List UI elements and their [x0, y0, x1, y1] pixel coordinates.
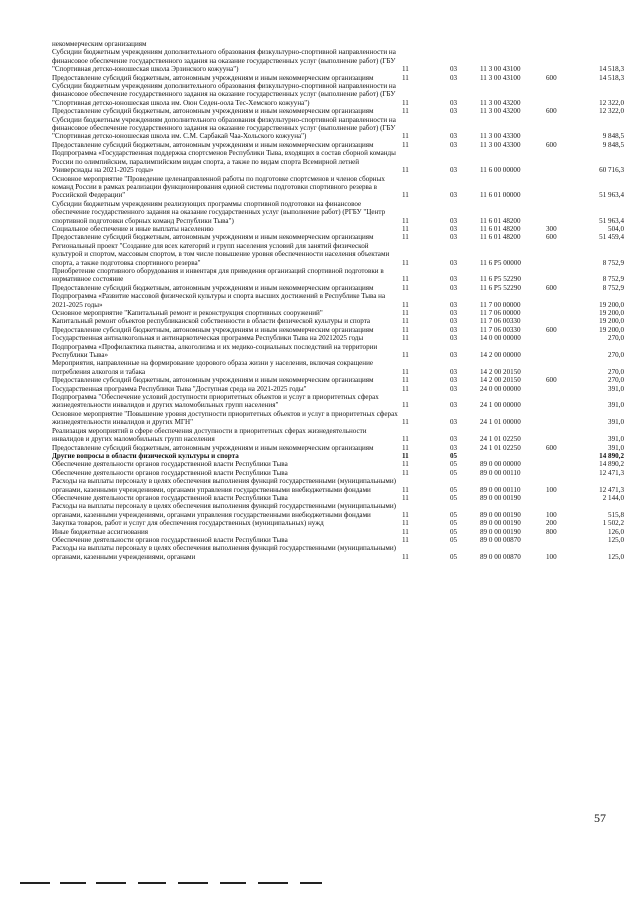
row-subsection-code: 05 [450, 552, 458, 561]
row-subsection-code: 03 [450, 300, 458, 309]
row-target-article: 11 6 P5 52290 [480, 275, 521, 284]
row-amount: 391,0 [608, 384, 624, 393]
row-section-code: 11 [402, 283, 409, 292]
table-row [52, 40, 624, 48]
row-section-code: 11 [402, 317, 409, 326]
row-section-code: 11 [402, 166, 409, 175]
row-description: Основное мероприятие "Повышение уровня доступности приоритетных объектов и услуг в приоритетных сферах жизнедеятельности инвалидов и других МГН" [52, 409, 398, 427]
row-description: Обеспечение деятельности органов государственной власти Республики Тыва [52, 493, 288, 502]
table-row [52, 502, 624, 519]
row-description: Другие вопросы в области физической культуры и спорта [52, 451, 239, 460]
row-amount: 504,0 [608, 224, 624, 233]
row-section-code: 11 [402, 300, 409, 309]
row-subsection-code: 03 [450, 443, 458, 452]
row-subsection-code: 03 [450, 107, 458, 116]
row-description: Государственная программа Республики Тыва "Доступная среда на 2021-2025 годы" [52, 384, 307, 393]
row-target-article: 24 1 01 02250 [480, 435, 521, 444]
row-subsection-code: 05 [450, 527, 458, 536]
row-subsection-code: 03 [450, 233, 458, 242]
row-description: Основное мероприятие "Проведение целенаправленной работы по подготовке спортсменов и членов сборных команд России в рамках реализации функционирования единой системы подготовки спортивного резерва в Российской Федерации" [52, 174, 385, 200]
row-section-code: 11 [402, 334, 409, 343]
table-row [52, 292, 624, 309]
row-amount: 14 890,2 [599, 460, 624, 469]
row-section-code: 11 [402, 132, 409, 141]
row-subsection-code: 03 [450, 283, 458, 292]
row-description: Подпрограмма «Государственная поддержка спортсменов Республики Тыва, входящих в состав сборной команды России по олимпийским, паралимпийским видам спорта, а также по видам спорта Всемирной летней Универсиады на 2021-2025 годы» [52, 149, 396, 175]
row-description: Предоставление субсидий бюджетным, автономным учреждениям и иным некоммерческим организациям [52, 443, 374, 452]
row-subsection-code: 03 [450, 98, 458, 107]
table-row [52, 460, 624, 468]
row-expense-type: 600 [546, 443, 557, 452]
row-target-article: 11 3 00 43300 [480, 140, 521, 149]
row-target-article: 89 0 00 00000 [480, 460, 521, 469]
row-amount: 14 518,3 [599, 73, 624, 82]
row-amount: 391,0 [608, 418, 624, 427]
row-description: Приобретение спортивного оборудования и инвентаря для приведения организаций спортивной подготовки в нормативное состояние [52, 266, 384, 284]
row-target-article: 89 0 00 00190 [480, 493, 521, 502]
row-target-article: 24 1 00 00000 [480, 401, 521, 410]
row-section-code: 11 [402, 527, 409, 536]
table-row [52, 284, 624, 292]
table-row [52, 141, 624, 149]
row-target-article: 89 0 00 00110 [480, 485, 521, 494]
table-row [52, 528, 624, 536]
row-amount: 125,0 [608, 535, 624, 544]
table-row [52, 477, 624, 494]
row-target-article: 11 7 06 00000 [480, 309, 521, 317]
row-amount: 12 322,0 [599, 98, 624, 107]
budget-table [52, 40, 624, 561]
table-row [52, 427, 624, 444]
row-amount: 60 716,3 [599, 166, 624, 175]
row-description: Предоставление субсидий бюджетным, автономным учреждениям и иным некоммерческим организациям [52, 325, 374, 334]
row-amount: 515,8 [608, 510, 624, 519]
row-section-code: 11 [402, 401, 409, 410]
row-description: Предоставление субсидий бюджетным, автономным учреждениям и иным некоммерческим организациям [52, 73, 374, 82]
row-section-code: 11 [402, 309, 409, 317]
row-description: Подпрограмма «Развитие массовой физической культуры и спорта высших достижений в Республике Тыва на 2021-2025 годы» [52, 292, 386, 309]
row-subsection-code: 03 [450, 376, 458, 385]
row-amount: 12 471,3 [599, 485, 624, 494]
row-amount: 8 752,9 [602, 275, 624, 284]
table-row [52, 359, 624, 376]
row-section-code: 11 [402, 535, 409, 544]
row-subsection-code: 05 [450, 510, 458, 519]
row-target-article: 89 0 00 00870 [480, 535, 521, 544]
row-amount: 270,0 [608, 376, 624, 385]
row-description: Субсидии бюджетным учреждениям дополнительного образования физкультурно-спортивной направленности на финансовое обеспечение государственного задания на оказание государственных услуг (выполнение работ) (ГБУ "Спортивная детско-юношеская школа им. С.М. Сарбакай Чаа-Хольского кожууна") [52, 115, 396, 141]
row-target-article: 14 2 00 20150 [480, 367, 521, 376]
row-target-article: 11 6 00 00000 [480, 166, 521, 175]
row-subsection-code: 03 [450, 401, 458, 410]
row-target-article: 11 6 P5 52290 [480, 283, 521, 292]
row-section-code: 11 [402, 258, 409, 267]
row-target-article: 11 3 00 43100 [480, 73, 521, 82]
table-row [52, 452, 624, 460]
row-subsection-code: 05 [450, 519, 458, 528]
table-row [52, 444, 624, 452]
row-amount: 19 200,0 [599, 300, 624, 309]
table-row [52, 385, 624, 393]
row-section-code: 11 [402, 107, 409, 116]
row-amount: 391,0 [608, 435, 624, 444]
row-expense-type: 600 [546, 140, 557, 149]
table-row [52, 393, 624, 410]
table-row [52, 225, 624, 233]
row-subsection-code: 03 [450, 140, 458, 149]
row-subsection-code: 03 [450, 258, 458, 267]
row-description: Капитальный ремонт объектов республиканской собственности в области физической культуры и спорта [52, 317, 371, 326]
row-target-article: 89 0 00 00190 [480, 510, 521, 519]
table-row [52, 343, 624, 360]
row-expense-type: 200 [546, 519, 557, 528]
row-target-article: 11 3 00 43200 [480, 107, 521, 116]
row-description: Подпрограмма "Обеспечение условий доступности приоритетных объектов и услуг в приоритетных сферах жизнедеятельности инвалидов и других маломобильных групп населения" [52, 393, 379, 410]
row-amount: 391,0 [608, 401, 624, 410]
row-amount: 14 890,2 [599, 451, 624, 460]
row-section-code: 11 [402, 418, 409, 427]
table-row [52, 233, 624, 241]
row-description: Предоставление субсидий бюджетным, автономным учреждениям и иным некоммерческим организациям [52, 283, 374, 292]
row-subsection-code: 03 [450, 132, 458, 141]
row-amount: 126,0 [608, 527, 624, 536]
row-target-article: 14 2 00 20150 [480, 376, 521, 385]
row-target-article: 14 2 00 00000 [480, 351, 521, 360]
row-section-code: 11 [402, 216, 409, 225]
row-description: Расходы на выплаты персоналу в целях обеспечения выполнения функций государственными (муниципальными) органами, казенными учреждениями, органами [52, 544, 397, 561]
row-amount: 270,0 [608, 334, 624, 343]
table-row [52, 48, 624, 73]
row-subsection-code: 05 [450, 468, 458, 477]
row-description: Реализация мероприятий в сфере обеспечения доступности в приоритетных сферах жизнедеятельности инвалидов и других маломобильных групп населения [52, 426, 367, 444]
row-subsection-code: 05 [450, 460, 458, 469]
row-amount: 2 144,0 [602, 493, 624, 502]
row-section-code: 11 [402, 468, 409, 477]
row-amount: 8 752,9 [602, 283, 624, 292]
row-subsection-code: 03 [450, 309, 458, 317]
row-subsection-code: 03 [450, 351, 458, 360]
row-description: Обеспечение деятельности органов государственной власти Республики Тыва [52, 535, 288, 544]
row-section-code: 11 [402, 451, 409, 460]
row-section-code: 11 [402, 376, 409, 385]
row-expense-type: 100 [546, 510, 557, 519]
row-description: Обеспечение деятельности органов государственной власти Республики Тыва [52, 460, 288, 469]
table-row [52, 519, 624, 527]
row-description: Расходы на выплаты персоналу в целях обеспечения выполнения функций государственными (муниципальными) органами, казенными учреждениями, органами управления государственными внебюджетными фондами [52, 477, 397, 494]
row-subsection-code: 05 [450, 535, 458, 544]
row-target-article: 89 0 00 00870 [480, 552, 521, 561]
row-target-article: 24 0 00 00000 [480, 384, 521, 393]
row-amount: 9 848,5 [602, 140, 624, 149]
row-section-code: 11 [402, 233, 409, 242]
row-target-article: 11 3 00 43200 [480, 98, 521, 107]
row-target-article: 89 0 00 00110 [480, 468, 521, 477]
row-section-code: 11 [402, 443, 409, 452]
table-row [52, 175, 624, 200]
row-description: Предоставление субсидий бюджетным, автономным учреждениям и иным некоммерческим организациям [52, 376, 374, 385]
row-target-article: 11 3 00 43100 [480, 65, 521, 74]
row-amount: 9 848,5 [602, 132, 624, 141]
row-subsection-code: 03 [450, 166, 458, 175]
row-expense-type: 600 [546, 283, 557, 292]
row-target-article: 11 6 P5 00000 [480, 258, 521, 267]
row-subsection-code: 03 [450, 73, 458, 82]
row-subsection-code: 03 [450, 367, 458, 376]
row-section-code: 11 [402, 191, 409, 200]
row-section-code: 11 [402, 140, 409, 149]
row-section-code: 11 [402, 224, 409, 233]
row-target-article: 89 0 00 00190 [480, 519, 521, 528]
row-amount: 270,0 [608, 367, 624, 376]
row-expense-type: 600 [546, 73, 557, 82]
row-expense-type: 600 [546, 325, 557, 334]
row-amount: 19 200,0 [599, 309, 624, 317]
row-target-article: 11 6 01 00000 [480, 191, 521, 200]
row-amount: 51 459,4 [599, 233, 624, 242]
row-amount: 12 322,0 [599, 107, 624, 116]
row-section-code: 11 [402, 275, 409, 284]
row-target-article: 11 3 00 43300 [480, 132, 521, 141]
row-target-article: 11 6 01 48200 [480, 216, 521, 225]
table-row [52, 82, 624, 107]
row-section-code: 11 [402, 73, 409, 82]
row-amount: 19 200,0 [599, 317, 624, 326]
row-description: Субсидии бюджетным учреждениям дополнительного образования физкультурно-спортивной направленности на финансовое обеспечение государственного задания на оказание государственных услуг (выполнение работ) (ГБУ "Спортивная детско-юношеская школа Эрзинского кожууна") [52, 48, 396, 74]
table-row [52, 107, 624, 115]
row-section-code: 11 [402, 435, 409, 444]
row-expense-type: 300 [546, 224, 557, 233]
row-amount: 391,0 [608, 443, 624, 452]
row-amount: 19 200,0 [599, 325, 624, 334]
row-description: Региональный проект "Создание для всех категорий и групп населения условий для занятий физической культурой и спортом, массовым спортом, в том числе повышение уровня обеспеченности населения объектами спорта, а также подготовка спортивного резерва" [52, 241, 390, 267]
row-amount: 12 471,3 [599, 468, 624, 477]
row-subsection-code: 03 [450, 334, 458, 343]
row-subsection-code: 03 [450, 65, 458, 74]
row-description: Иные бюджетные ассигнования [52, 527, 149, 536]
row-description: Предоставление субсидий бюджетным, автономным учреждениям и иным некоммерческим организациям [52, 140, 374, 149]
row-description: Субсидии бюджетным учреждениям дополнительного образования физкультурно-спортивной направленности на финансовое обеспечение государственного задания на оказание государственных услуг (выполнение работ) (ГБУ "Спортивная детско-юношеская школа им. Оюн Седен-оола Тес-Хемского кожууна") [52, 82, 396, 107]
row-description: Подпрограмма «Профилактика пьянства, алкоголизма и их медико-социальных последствий на территории Республики Тыва» [52, 342, 378, 360]
row-subsection-code: 03 [450, 384, 458, 393]
row-target-article: 11 6 01 48200 [480, 224, 521, 233]
table-row [52, 267, 624, 284]
row-amount: 51 963,4 [599, 216, 624, 225]
row-description: Расходы на выплаты персоналу в целях обеспечения выполнения функций государственными (муниципальными) органами, казенными учреждениями, органами управления государственными внебюджетными фондами [52, 502, 397, 519]
row-expense-type: 600 [546, 107, 557, 116]
row-section-code: 11 [402, 351, 409, 360]
row-description: Обеспечение деятельности органов государственной власти Республики Тыва [52, 468, 288, 477]
row-subsection-code: 03 [450, 435, 458, 444]
row-expense-type: 600 [546, 376, 557, 385]
row-subsection-code: 03 [450, 325, 458, 334]
row-target-article: 11 7 06 00330 [480, 317, 521, 326]
row-subsection-code: 03 [450, 275, 458, 284]
row-description: Социальное обеспечение и иные выплаты населению [52, 224, 214, 233]
row-target-article: 89 0 00 00190 [480, 527, 521, 536]
row-amount: 125,0 [608, 552, 624, 561]
row-expense-type: 800 [546, 527, 557, 536]
table-row [52, 334, 624, 342]
row-section-code: 11 [402, 485, 409, 494]
row-subsection-code: 03 [450, 216, 458, 225]
row-section-code: 11 [402, 460, 409, 469]
table-row [52, 317, 624, 325]
row-target-article: 11 7 06 00330 [480, 325, 521, 334]
row-description: Предоставление субсидий бюджетным, автономным учреждениям и иным некоммерческим организациям [52, 107, 374, 116]
table-row [52, 200, 624, 225]
row-section-code: 11 [402, 493, 409, 502]
row-expense-type: 100 [546, 485, 557, 494]
row-section-code: 11 [402, 552, 409, 561]
row-expense-type: 600 [546, 233, 557, 242]
row-subsection-code: 03 [450, 191, 458, 200]
row-section-code: 11 [402, 98, 409, 107]
row-target-article: 24 1 01 00000 [480, 418, 521, 427]
row-subsection-code: 03 [450, 418, 458, 427]
table-row [52, 74, 624, 82]
row-section-code: 11 [402, 367, 409, 376]
row-target-article: 24 1 01 02250 [480, 443, 521, 452]
row-subsection-code: 05 [450, 451, 458, 460]
table-row [52, 469, 624, 477]
row-amount: 270,0 [608, 351, 624, 360]
table-row [52, 376, 624, 384]
row-section-code: 11 [402, 65, 409, 74]
row-section-code: 11 [402, 325, 409, 334]
page-number: 57 [594, 811, 606, 825]
row-section-code: 11 [402, 510, 409, 519]
table-row [52, 242, 624, 267]
row-subsection-code: 05 [450, 493, 458, 502]
row-section-code: 11 [402, 519, 409, 528]
scan-edge-marks [0, 882, 640, 886]
table-row [52, 494, 624, 502]
table-row [52, 536, 624, 544]
row-subsection-code: 03 [450, 224, 458, 233]
row-amount: 51 963,4 [599, 191, 624, 200]
row-section-code: 11 [402, 384, 409, 393]
row-description: Предоставление субсидий бюджетным, автономным учреждениям и иным некоммерческим организациям [52, 233, 374, 242]
row-target-article: 14 0 00 00000 [480, 334, 521, 343]
row-expense-type: 100 [546, 552, 557, 561]
row-description: Государственная антиалкогольная и антинаркотическая программа Республики Тыва на 20212025 годы [52, 334, 364, 343]
row-amount: 14 518,3 [599, 65, 624, 74]
table-row [52, 309, 624, 317]
row-description: Субсидии бюджетным учреждениям реализующих программы спортивной подготовки на финансовое обеспечение государственного задания на оказание государственных услуг (выполнение работ) (РГБУ "Центр спортивной подготовки сборных команд Республики Тыва") [52, 199, 386, 225]
row-description: Мероприятия, направленные на формирование здорового образа жизни у населения, включая сокращение потребления алкоголя и табака [52, 359, 374, 376]
row-target-article: 11 7 00 00000 [480, 300, 521, 309]
row-amount: 1 502,2 [602, 519, 624, 528]
row-subsection-code: 05 [450, 485, 458, 494]
row-description: некоммерческим организациям [52, 40, 147, 48]
row-subsection-code: 03 [450, 317, 458, 326]
table-row [52, 544, 624, 561]
row-description: Закупка товаров, работ и услуг для обеспечения государственных (муниципальных) нужд [52, 519, 324, 528]
table-row [52, 116, 624, 141]
row-description: Основное мероприятие "Капитальный ремонт и реконструкция спортивных сооружений" [52, 309, 323, 317]
row-target-article: 11 6 01 48200 [480, 233, 521, 242]
table-row [52, 326, 624, 334]
table-row [52, 149, 624, 174]
table-row [52, 410, 624, 427]
row-amount: 8 752,9 [602, 258, 624, 267]
